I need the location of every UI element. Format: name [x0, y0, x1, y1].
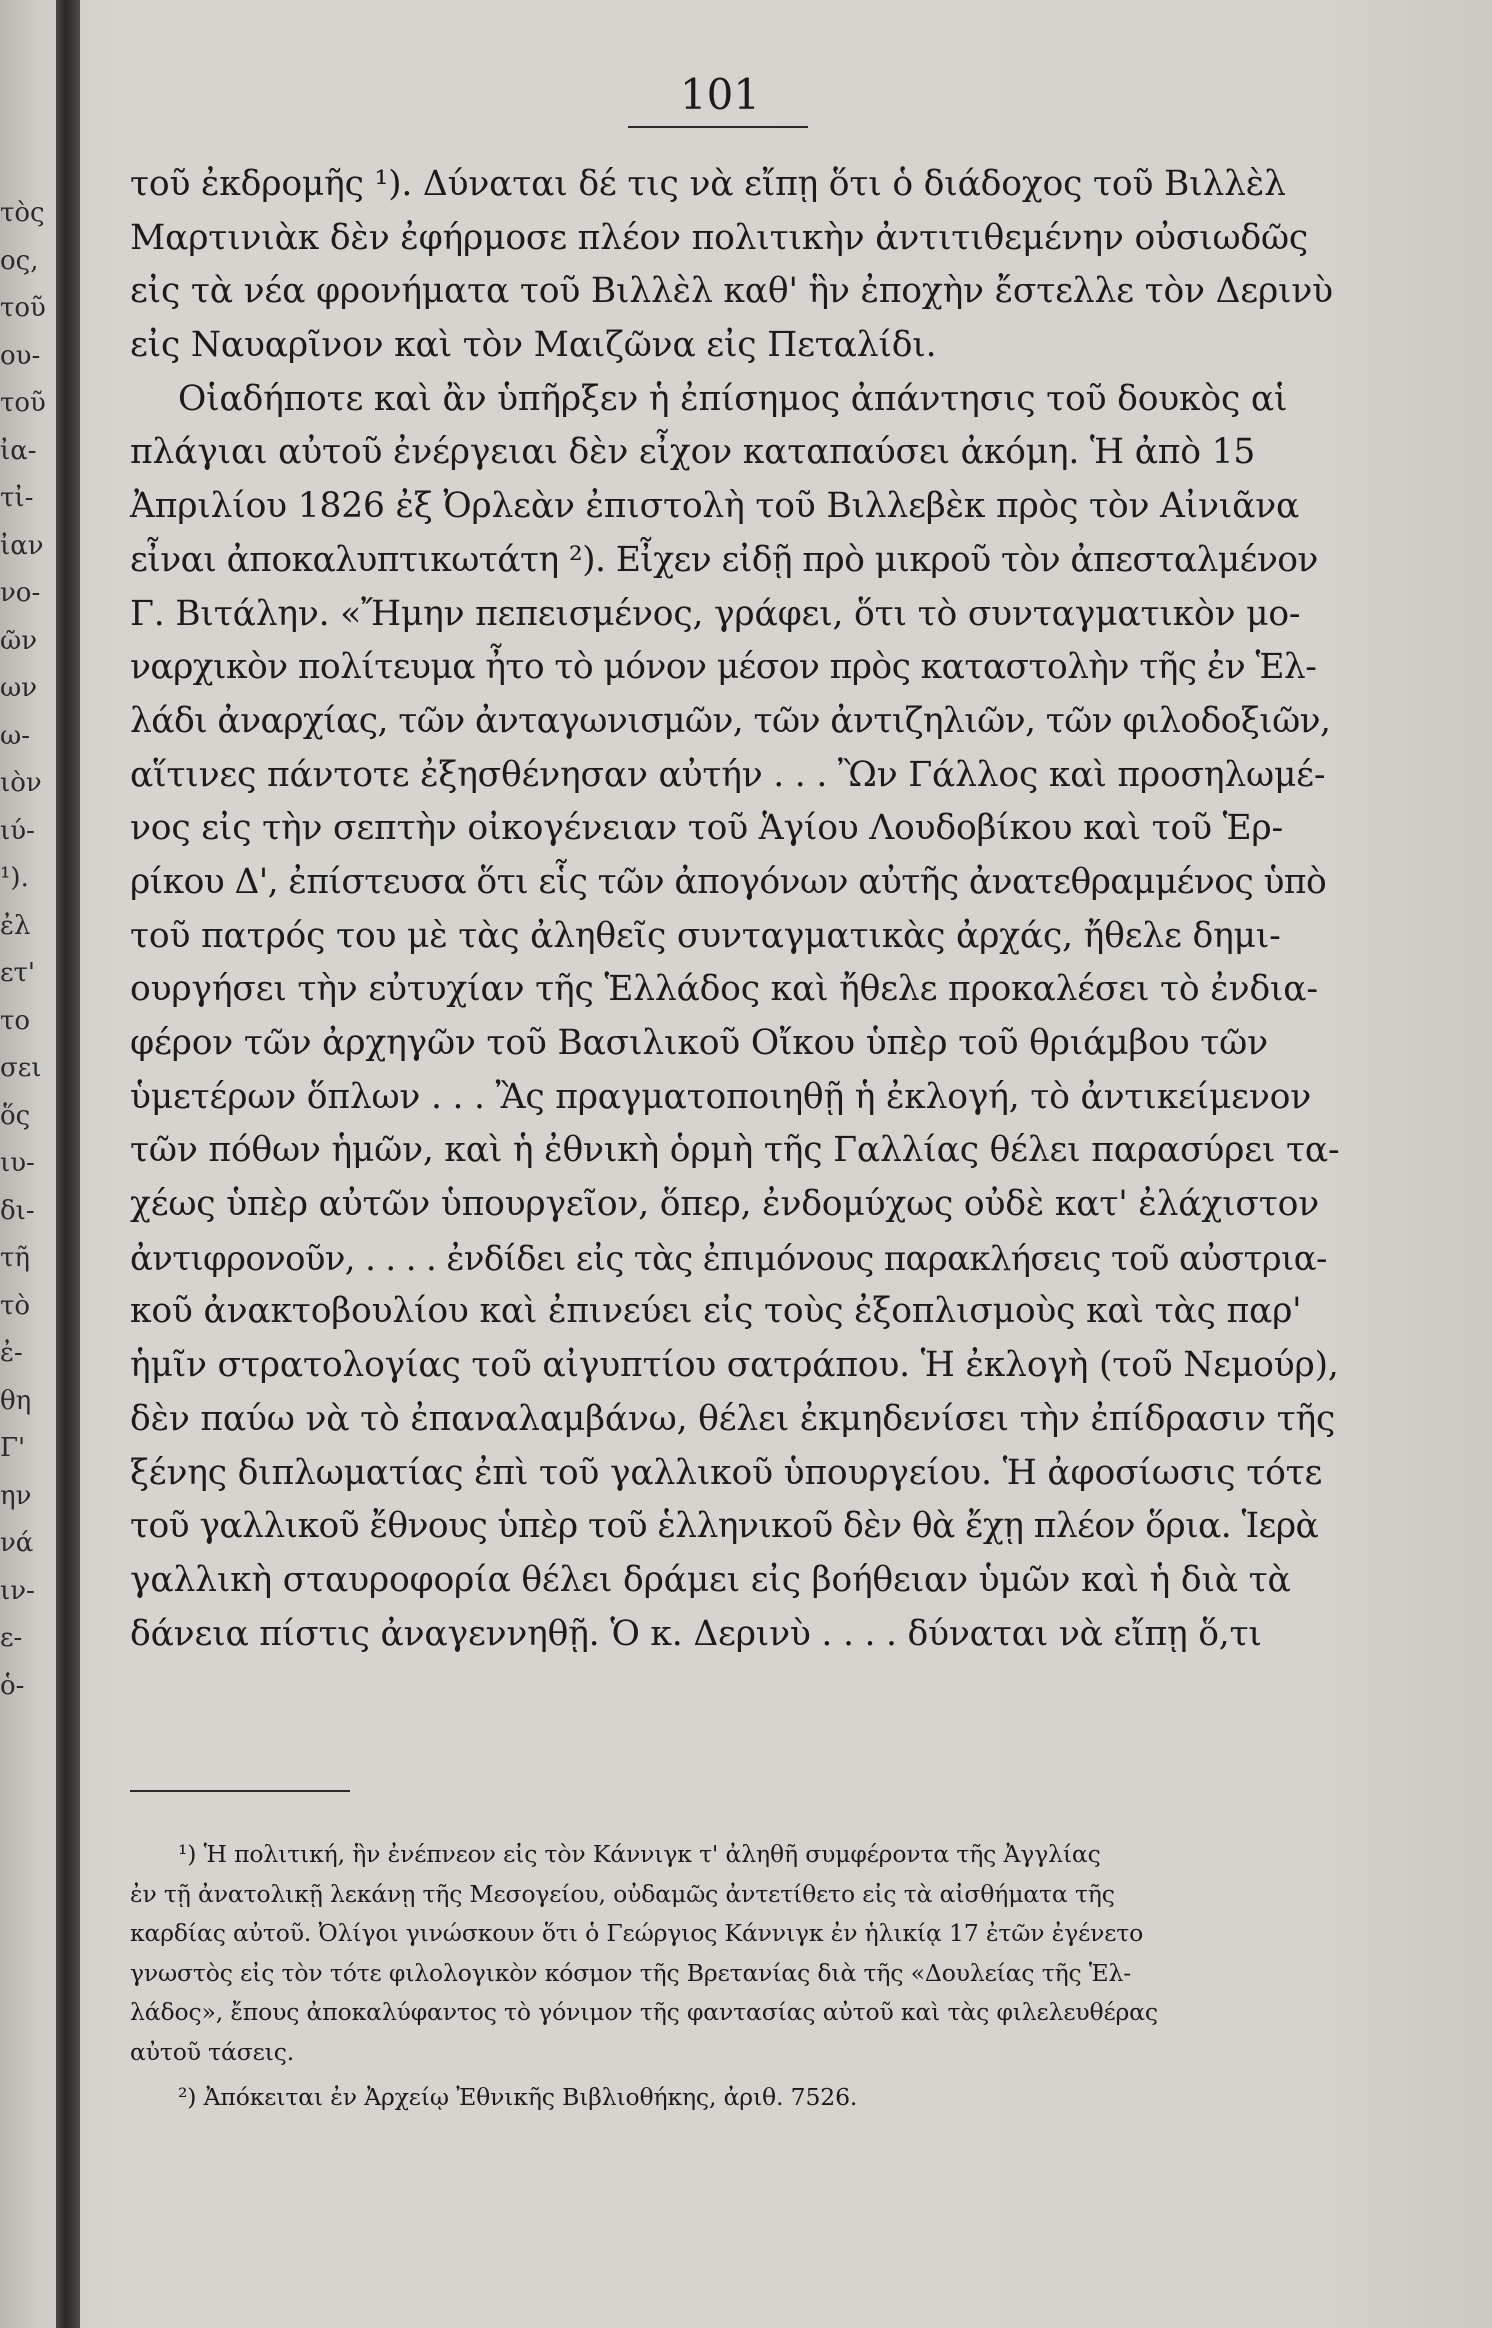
text-line: εἰς Ναυαρῖνον καὶ τὸν Μαιζῶνα εἰς Πεταλίδι. [130, 325, 937, 366]
text-line: τοῦ γαλλικοῦ ἔθνους ὑπὲρ τοῦ ἑλληνικοῦ δὲν θὰ ἔχῃ πλέον ὅρια. Ἱερὰ [130, 1506, 1319, 1547]
fragment-line: ην [0, 1480, 32, 1511]
fragment-line: το [0, 1005, 31, 1036]
text-line: γαλλικὴ σταυροφορία θέλει δράμει εἰς βοήθειαν ὑμῶν καὶ ἡ διὰ τὰ [130, 1559, 1291, 1600]
fragment-line: Γ' [0, 1433, 26, 1463]
text-line: ξένης διπλωματίας ἐπὶ τοῦ γαλλικοῦ ὑπουργείου. Ἡ ἀφοσίωσις τότε [130, 1452, 1323, 1493]
text-line: νος εἰς τὴν σεπτὴν οἰκογένειαν τοῦ Ἁγίου Λουδοβίκου καὶ τοῦ Ἑρ- [130, 808, 1283, 849]
fragment-line: ος, [0, 245, 39, 276]
text-line: Οἱαδήποτε καὶ ἂν ὑπῆρξεν ἡ ἐπίσημος ἀπάντησις τοῦ δουκὸς αἱ [178, 378, 1288, 419]
text-line: αἵτινες πάντοτε ἐξησθένησαν αὐτήν . . . Ὢν Γάλλος καὶ προσηλωμέ- [130, 754, 1326, 795]
text-line: ἡμῖν στρατολογίας τοῦ αἰγυπτίου σατράπου. Ἡ ἐκλογὴ (τοῦ Νεμούρ), [130, 1345, 1339, 1386]
fragment-line: νά [0, 1528, 34, 1558]
fragment-line: ἐλ [0, 910, 31, 941]
text-line: εἰς τὰ νέα φρονήματα τοῦ Βιλλὲλ καθ' ἣν ἐποχὴν ἔστελλε τὸν Δερινὺ [130, 271, 1333, 312]
text-line: ναρχικὸν πολίτευμα ἦτο τὸ μόνον μέσον πρὸς καταστολὴν τῆς ἐν Ἑλ- [130, 647, 1317, 688]
page-number-rule [628, 126, 808, 128]
fragment-line: ιυ- [0, 1148, 35, 1178]
fragment-line: νο- [0, 578, 41, 608]
text-line: χέως ὑπὲρ αὐτῶν ὑπουργεῖον, ὅπερ, ἐνδομύχως οὐδὲ κατ' ἐλάχιστον [130, 1184, 1319, 1225]
fragment-line: τοῦ [0, 293, 46, 323]
fragment-line: ἐ- [0, 1338, 23, 1368]
text-line: εἶναι ἀποκαλυπτικωτάτη ²). Εἶχεν εἰδῇ πρὸ μικροῦ τὸν ἀπεσταλμένον [130, 539, 1318, 580]
fragment-line: ὁ- [0, 1670, 25, 1701]
fragment-line: τὸ [0, 1290, 31, 1321]
fragment-line: τοῦ [0, 388, 46, 418]
text-line: δὲν παύω νὰ τὸ ἐπαναλαμβάνω, θέλει ἐκμηδενίσει τὴν ἐπίδρασιν τῆς [130, 1398, 1336, 1439]
fragment-line: ε- [0, 1623, 23, 1653]
footnote-line: λάδος», ἔπους ἀποκαλύφαντος τὸ γόνιμον τῆς φαντασίας αὐτοῦ καὶ τὰς φιλελευθέρας [130, 1998, 1158, 2026]
page-number: 101 [679, 70, 761, 119]
footnote-line: ¹) Ἡ πολιτική, ἣν ἐνέπνεον εἰς τὸν Κάννιγκ τ' ἀληθῆ συμφέροντα τῆς Ἀγγλίας [178, 1840, 1101, 1868]
text-line: δάνεια πίστις ἀναγεννηθῇ. Ὁ κ. Δερινὺ . . . . δύναται νὰ εἴπῃ ὅ,τι [130, 1613, 1262, 1654]
fragment-line: ῶν [0, 625, 38, 656]
footnotes [130, 1835, 1340, 2118]
text-line: λάδι ἀναρχίας, τῶν ἀνταγωνισμῶν, τῶν ἀντιζηλιῶν, τῶν φιλοδοξιῶν, [130, 700, 1331, 741]
fragment-line: θη [0, 1385, 32, 1416]
fragment-line: ιν- [0, 1575, 35, 1606]
fragment-line: ὅς [0, 1100, 31, 1131]
fragment-line: ¹). [0, 863, 29, 893]
footnote-line: ²) Ἀπόκειται ἐν Ἀρχείῳ Ἐθνικῆς Βιβλιοθήκης, ἀριθ. 7526. [178, 2083, 858, 2111]
main-text [130, 158, 1340, 1661]
footnote-line: αὐτοῦ τάσεις. [130, 2037, 295, 2066]
footnote-line: γνωστὸς εἰς τὸν τότε φιλολογικὸν κόσμον τῆς Βρετανίας διὰ τῆς «Δουλείας τῆς Ἑλ- [130, 1958, 1131, 1987]
text-line: πλάγιαι αὐτοῦ ἐνέργειαι δὲν εἶχον καταπαύσει ἀκόμη. Ἡ ἀπὸ 15 [130, 432, 1256, 473]
fragment-line: ιύ- [0, 815, 35, 846]
footnote-line: καρδίας αὐτοῦ. Ὀλίγοι γινώσκουν ὅτι ὁ Γεώργιος Κάννιγκ ἐν ἡλικίᾳ 17 ἐτῶν ἐγένετο [130, 1919, 1144, 1947]
text-line: ουργήσει τὴν εὐτυχίαν τῆς Ἑλλάδος καὶ ἤθελε προκαλέσει τὸ ἐνδια- [130, 969, 1318, 1010]
text-line: τοῦ πατρός του μὲ τὰς ἀληθεῖς συνταγματικὰς ἀρχάς, ἤθελε δημι- [130, 915, 1281, 956]
text-line: τῶν πόθων ἡμῶν, καὶ ἡ ἐθνικὴ ὁρμὴ τῆς Γαλλίας θέλει παρασύρει τα- [130, 1130, 1340, 1171]
text-line: ρίκου Δ', ἐπίστευσα ὅτι εἷς τῶν ἀπογόνων αὐτῆς ἀνατεθραμμένος ὑπὸ [130, 861, 1327, 902]
text-line: Ἀπριλίου 1826 ἐξ Ὀρλεὰν ἐπιστολὴ τοῦ Βιλλεβὲκ πρὸς τὸν Αἰνιᾶνα [130, 486, 1300, 527]
fragment-line: σει [0, 1053, 42, 1083]
text-line: κοῦ ἀνακτοβουλίου καὶ ἐπινεύει εἰς τοὺς ἐξοπλισμοὺς καὶ τὰς παρ' [130, 1291, 1302, 1332]
fragment-line: ετ' [0, 958, 36, 988]
fragment-line: τὸς [0, 198, 45, 228]
footnote-rule [130, 1790, 350, 1792]
fragment-line: ων [0, 673, 38, 703]
text-line: ἀντιφρονοῦν, . . . . ἐνδίδει εἰς τὰς ἐπιμόνους παρακλήσεις τοῦ αὐστρια- [130, 1238, 1327, 1278]
previous-page-fragments [0, 190, 52, 1710]
text-line: ὑμετέρων ὅπλων . . . Ἂς πραγματοποιηθῇ ἡ ἐκλογή, τὸ ἀντικείμενον [130, 1076, 1311, 1117]
fragment-line: τῆ [0, 1243, 30, 1273]
fragment-line: ἰα- [0, 435, 37, 466]
text-line: φέρον τῶν ἀρχηγῶν τοῦ Βασιλικοῦ Οἴκου ὑπὲρ τοῦ θριάμβου τῶν [130, 1023, 1268, 1063]
text-line: τοῦ ἐκδρομῆς ¹). Δύναται δέ τις νὰ εἴπῃ ὅτι ὁ διάδοχος τοῦ Βιλλὲλ [130, 164, 1286, 204]
fragment-line: ου- [0, 340, 41, 371]
fragment-line: τἰ- [0, 483, 34, 513]
fragment-line: ἰαν [0, 530, 44, 561]
footnote-line: ἐν τῇ ἀνατολικῇ λεκάνῃ τῆς Μεσογείου, οὐδαμῶς ἀντετίθετο εἰς τὰ αἰσθήματα τῆς [130, 1879, 1115, 1908]
text-line: Γ. Βιτάλην. «Ἤμην πεπεισμένος, γράφει, ὅτι τὸ συνταγματικὸν μο- [130, 593, 1301, 634]
fragment-line: ω- [0, 720, 30, 751]
fragment-line: δι- [0, 1195, 35, 1226]
text-line: Μαρτινιὰκ δὲν ἐφήρμοσε πλέον πολιτικὴν ἀντιτιθεμένην οὐσιωδῶς [130, 217, 1309, 258]
book-gutter [56, 0, 80, 2328]
fragment-line: ιὸν [0, 768, 42, 798]
